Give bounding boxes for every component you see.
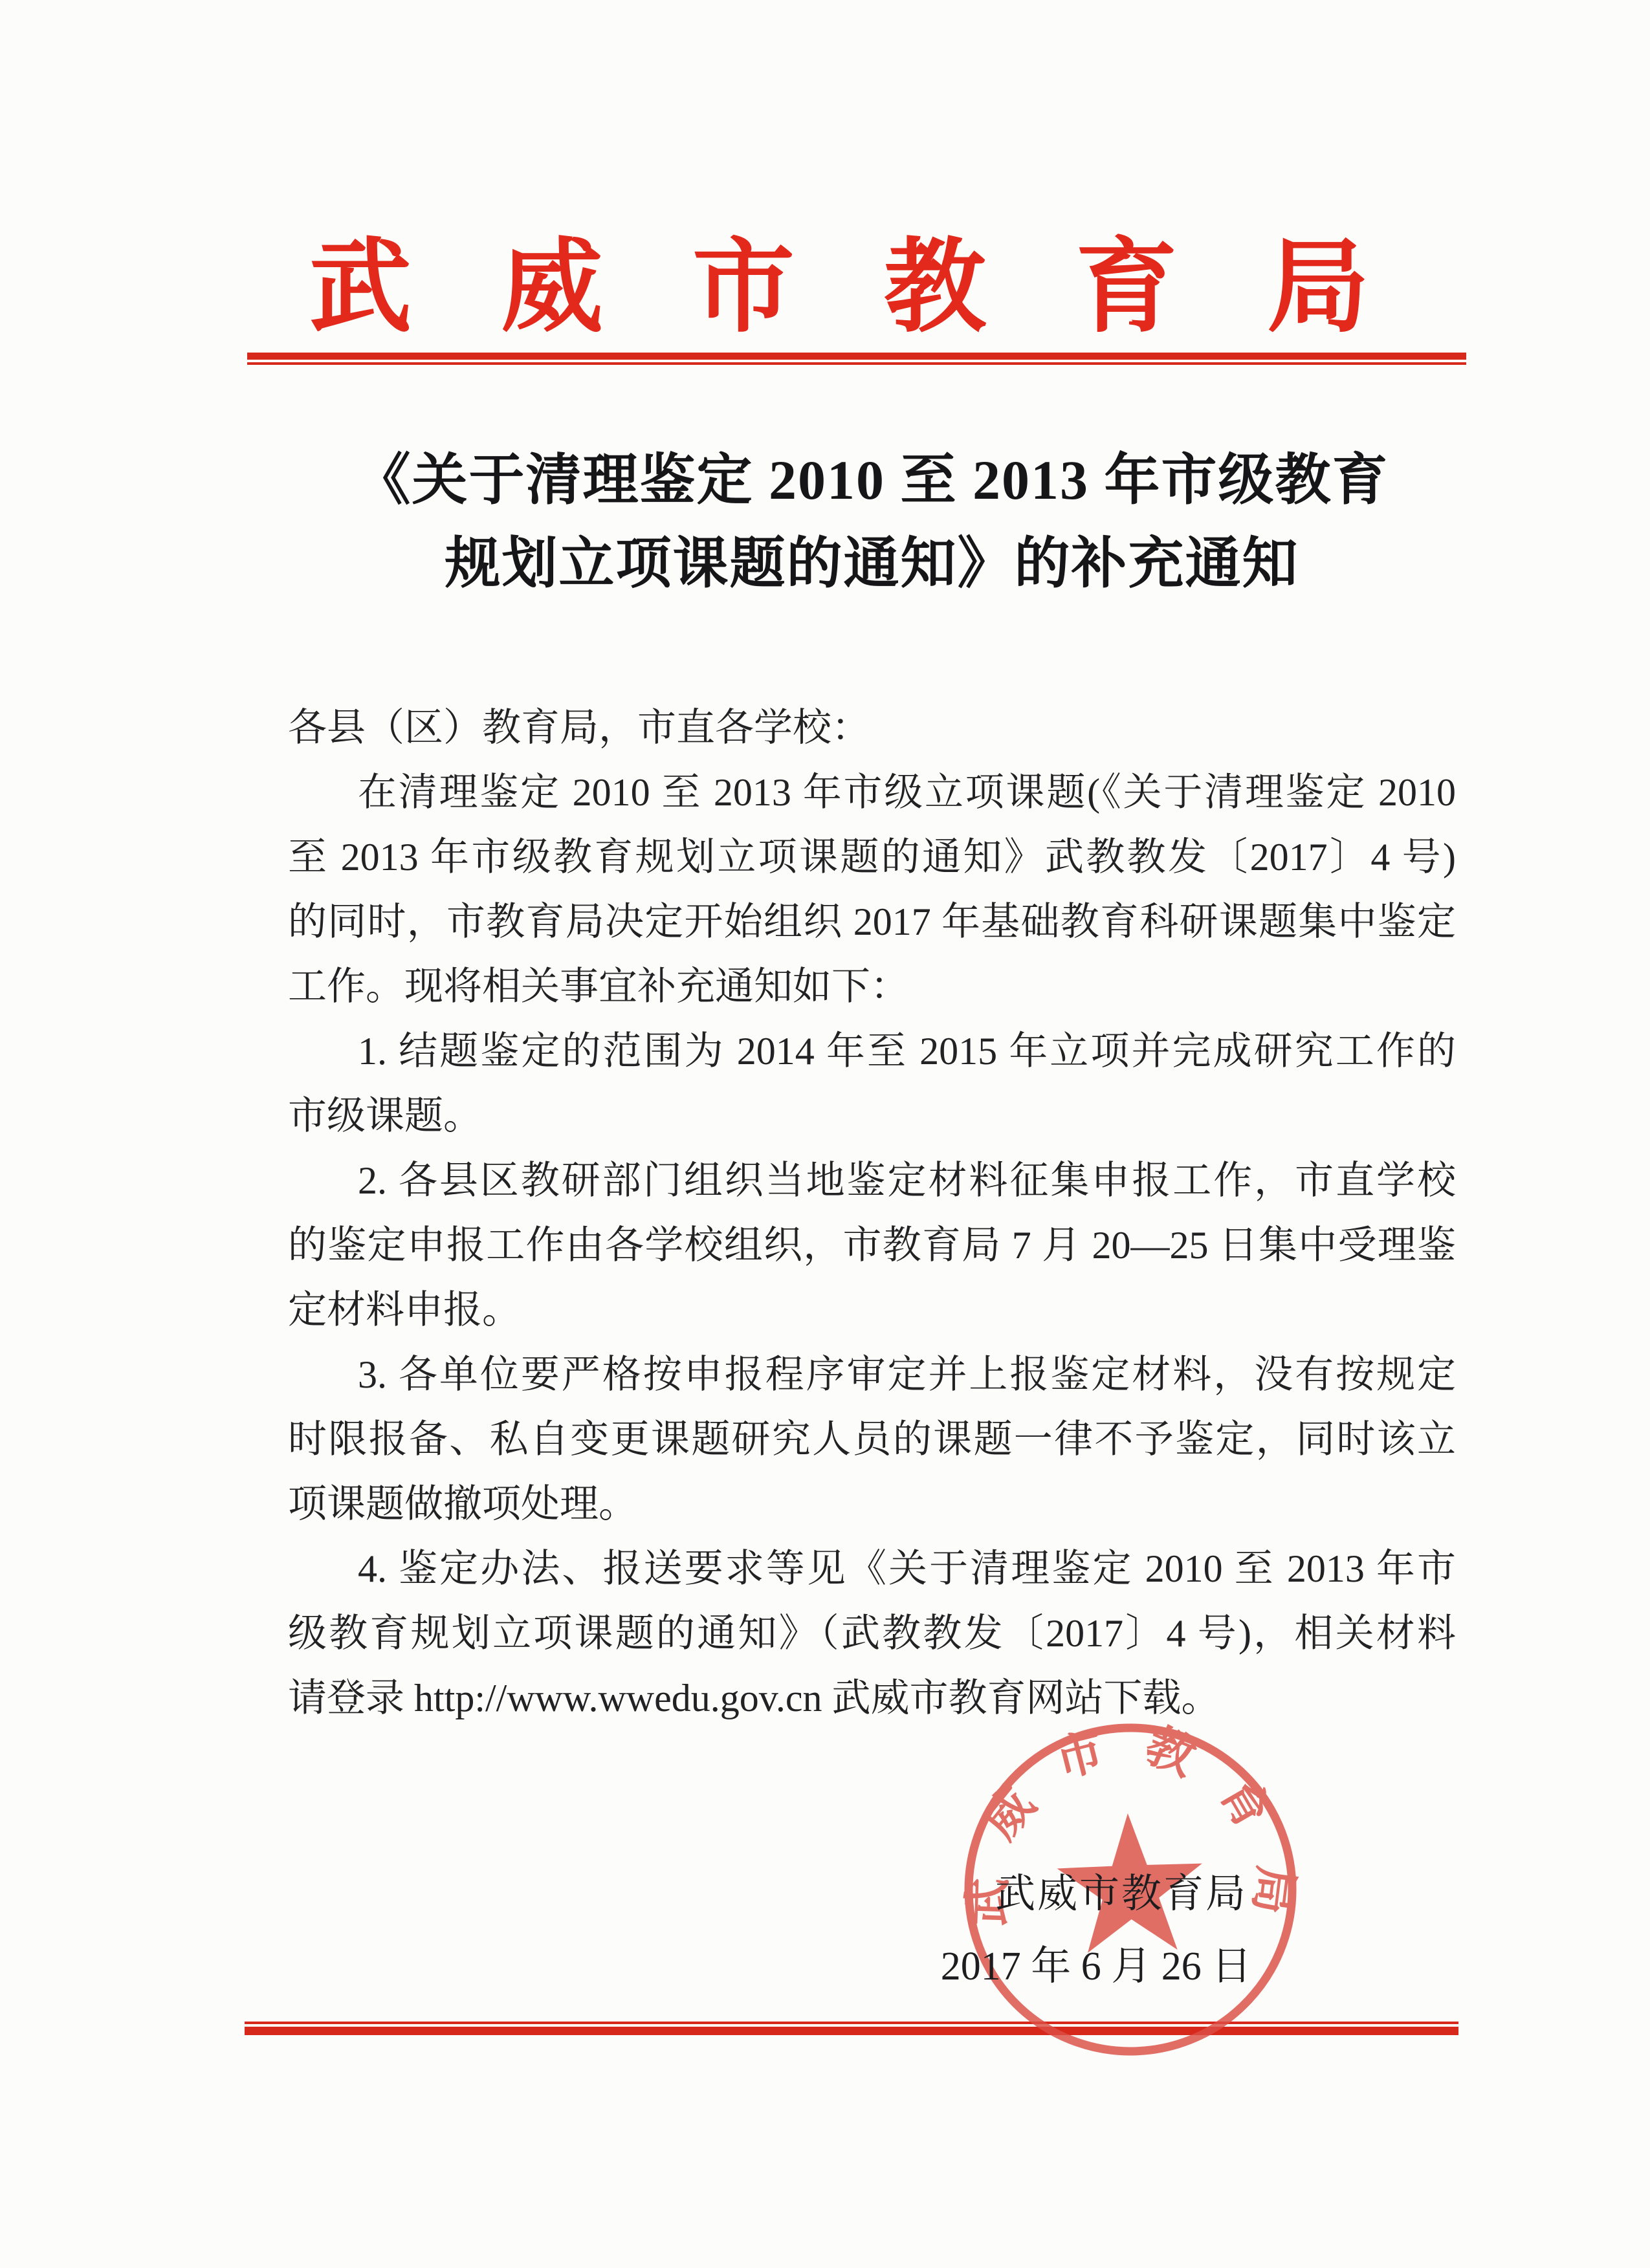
body-line: 3. 各单位要严格按申报程序审定并上报鉴定材料，没有按规定 — [358, 1353, 1456, 1396]
body-line: 的鉴定申报工作由各学校组织，市教育局 7 月 20—25 日集中受理鉴 — [288, 1224, 1456, 1267]
letterhead-rule-thin — [247, 362, 1466, 365]
body-line: 在清理鉴定 2010 至 2013 年市级立项课题(《关于清理鉴定 2010 — [358, 771, 1456, 814]
document-title-line-2: 规划立项课题的通知》的补充通知 — [445, 532, 1299, 594]
body-line: 的同时，市教育局决定开始组织 2017 年基础教育科研课题集中鉴定 — [288, 900, 1456, 943]
body-line: 市级课题。 — [288, 1095, 482, 1137]
body-line: 4. 鉴定办法、报送要求等见《关于清理鉴定 2010 至 2013 年市 — [358, 1547, 1456, 1590]
seal-arc-label: 武威市教育局 — [961, 1716, 1303, 1951]
body-line: 2. 各县区教研部门组织当地鉴定材料征集申报工作，市直学校 — [358, 1159, 1456, 1202]
body-line: 至 2013 年市级教育规划立项课题的通知》武教教发〔2017〕4 号) — [288, 836, 1456, 878]
body-line: 项课题做撤项处理。 — [288, 1483, 637, 1525]
body-line: 定材料申报。 — [288, 1289, 521, 1331]
body-line: 级教育规划立项课题的通知》（武教教发〔2017〕4 号)，相关材料 — [288, 1612, 1456, 1655]
salutation-line: 各县（区）教育局，市直各学校： — [288, 706, 870, 749]
signature-date: 2017 年 6 月 26 日 — [940, 1945, 1252, 1989]
body-line: 请登录 http://www.wwedu.gov.cn 武威市教育网站下载。 — [288, 1677, 1220, 1719]
signature-org: 武威市教育局 — [995, 1872, 1248, 1916]
body-line: 时限报备、私自变更课题研究人员的课题一律不予鉴定，同时该立 — [288, 1418, 1456, 1461]
body-line: 1. 结题鉴定的范围为 2014 年至 2015 年立项并完成研究工作的 — [358, 1030, 1456, 1073]
letterhead-rule-thick — [247, 353, 1466, 360]
letterhead-org-title: 武威市教育局 — [309, 232, 1458, 345]
body-line: 工作。现将相关事宜补充通知如下： — [288, 965, 909, 1008]
document-body — [288, 695, 1456, 1730]
document-title-line-1: 《关于清理鉴定 2010 至 2013 年市级教育 — [355, 449, 1389, 511]
